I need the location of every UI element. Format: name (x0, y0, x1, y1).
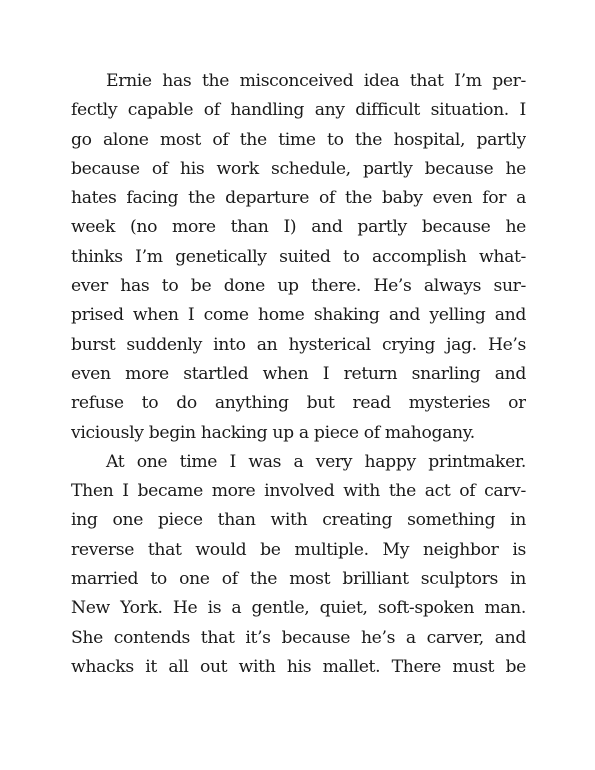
text-line: because of his work schedule, partly because he (71, 158, 526, 179)
text-line: refuse to do anything but read mysteries or (71, 393, 526, 414)
text-line: ing one piece than with creating something in (71, 510, 526, 531)
text-line: At one time I was a very happy printmaker. (106, 451, 526, 472)
text-line: married to one of the most brilliant sculptors in (71, 569, 526, 590)
text-line: prised when I come home shaking and yelling and (71, 305, 526, 326)
text-line: viciously begin hacking up a piece of mahogany. (71, 422, 475, 443)
text-line: even more startled when I return snarling and (71, 363, 526, 384)
text-line: She contends that it’s because he’s a carver, and (71, 627, 526, 648)
text-line: thinks I’m genetically suited to accomplish what- (71, 246, 526, 267)
text-line: Then I became more involved with the act of carv- (71, 481, 526, 502)
text-line: go alone most of the time to the hospital, partly (71, 129, 526, 150)
text-line: ever has to be done up there. He’s always sur- (71, 276, 526, 297)
text-line: week (no more than I) and partly because he (71, 217, 526, 238)
text-line: reverse that would be multiple. My neighbor is (71, 539, 526, 560)
paragraph-2 (71, 448, 526, 682)
paragraph-1 (71, 67, 526, 448)
text-line: whacks it all out with his mallet. There must be (71, 656, 526, 677)
text-line: burst suddenly into an hysterical crying jag. He’s (71, 334, 526, 355)
text-line: fectly capable of handling any difficult situation. I (71, 100, 526, 121)
document-page (71, 67, 526, 682)
text-line: Ernie has the misconceived idea that I’m per- (106, 71, 526, 91)
text-line: hates facing the departure of the baby even for a (71, 188, 526, 209)
text-line: New York. He is a gentle, quiet, soft-spoken man. (71, 598, 526, 619)
